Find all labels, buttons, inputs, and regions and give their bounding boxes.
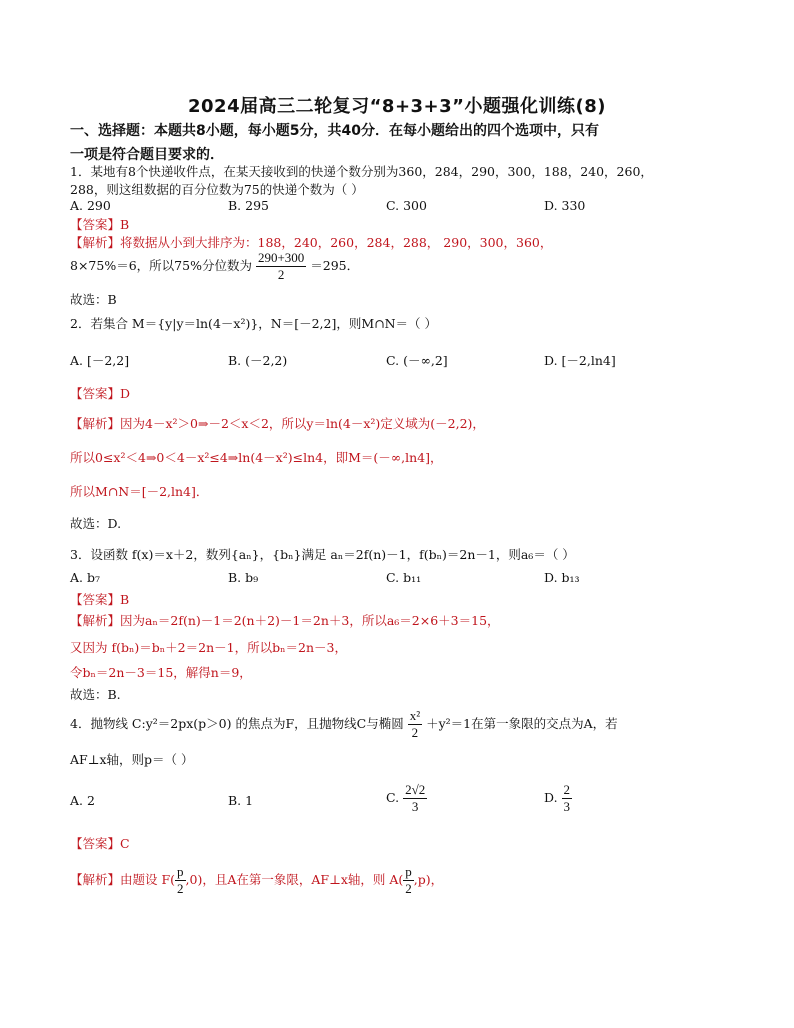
q3-stem: 3．设函数 f(x)＝x＋2，数列{aₙ}，{bₙ}满足 aₙ＝2f(n)－1，f(bₙ)＝2n－1，则a₆＝（ ） [70,547,575,562]
page-title: 2024届高三二轮复习“8+3+3”小题强化训练(8) [188,96,606,117]
section-heading: 一、选择题：本题共8小题，每小题5分，共40分．在每小题给出的四个选项中，只有 一项是符合题目要求的． [70,123,599,163]
q2-answer: 【答案】D [70,386,131,401]
q2-option-c: C. (－∞,2] [386,353,448,368]
q1-stem-line2: 288，则这组数据的百分位数为75的快递个数为（ ） [70,182,364,197]
q4-stem-line1: 4．抛物线 C:y²＝2px(p＞0) 的焦点为F，且抛物线C与椭圆 $\frac{\text{x²}}{2}$ ＋y²＝1在第一象限的交点为A，若 [70,708,618,740]
q2-analysis-line3: 所以M∩N＝[－2,ln4]． [70,484,209,499]
q2-stem: 2．若集合 M＝{y|y＝ln(4－x²)}，N＝[－2,2]，则M∩N＝（ ） [70,316,438,331]
q1-fraction: $\frac{290+300}{2}$ [257,250,305,282]
q3-answer: 【答案】B [70,592,130,607]
q3-option-d: D. b₁₃ [544,570,580,585]
q4-option-d-fraction: $\frac{2}{3}$ [563,782,571,814]
q4-analysis-fraction-1: $\frac{p}{2}$ [177,864,184,896]
q2-analysis-line1: 【解析】因为4－x²＞0⇒－2＜x＜2，所以y＝ln(4－x²)定义域为(－2,2)， [70,416,485,431]
q3-analysis-line3: 令bₙ＝2n－3＝15，解得n＝9， [70,665,252,680]
q3-option-c: C. b₁₁ [386,570,422,585]
q1-option-d: D. 330 [544,198,586,213]
q1-option-b: B. 295 [228,198,269,213]
q1-answer: 【答案】B [70,217,130,232]
q1-option-c: C. 300 [386,198,427,213]
q1-analysis-line2: 8×75%＝6，所以75%分位数为 $\frac{290+300}{2}$ ＝295． [70,250,360,282]
q4-analysis-line1: 【解析】由题设 F( $\frac{p}{2}$ ,0)，且A在第一象限，AF⊥x轴，则 A( $\frac{p}{2}$ ,p)， [70,864,444,896]
q4-option-c-fraction: $\frac{2√2}{3}$ [405,782,426,814]
q4-stem-line2: AF⊥x轴，则p＝（ ） [70,752,194,767]
q3-analysis-line2: 又因为 f(bₙ)＝bₙ＋2＝2n－1，所以bₙ＝2n－3， [70,640,347,655]
q4-option-a: A. 2 [70,793,95,808]
q4-answer: 【答案】C [70,836,130,851]
q2-analysis-line2: 所以0≤x²＜4⇒0＜4－x²≤4⇒ln(4－x²)≤ln4，即M＝(－∞,ln4]， [70,450,443,465]
q2-option-a: A. [－2,2] [70,353,130,368]
q2-option-d: D. [－2,ln4] [544,353,616,368]
q1-analysis-line1: 【解析】将数据从小到大排序为：188，240，260，284，288， 290，300，360， [70,235,553,250]
q4-ellipse-fraction: $\frac{\text{x²}}{2}$ [409,708,421,740]
q3-analysis-line1: 【解析】因为aₙ＝2f(n)－1＝2(n＋2)－1＝2n＋3，所以a₆＝2×6＋3＝15， [70,613,500,628]
q2-option-b: B. (－2,2) [228,353,288,368]
q1-stem-line1: 1．某地有8个快递收件点，在某天接收到的快递个数分别为360，284，290，300，188，240，260， [70,164,653,179]
q4-option-c: C. $\frac{2√2}{3}$ [386,782,426,814]
q4-analysis-fraction-2: $\frac{p}{2}$ [405,864,412,896]
q4-option-b: B. 1 [228,793,254,808]
q3-conclusion: 故选：B. [70,687,121,702]
q4-option-d: D. $\frac{2}{3}$ [544,782,571,814]
q1-option-a: A. 290 [70,198,111,213]
q1-conclusion: 故选：B [70,292,117,307]
q3-option-b: B. b₉ [228,570,259,585]
q3-option-a: A. b₇ [70,570,100,585]
q2-conclusion: 故选：D. [70,516,122,531]
